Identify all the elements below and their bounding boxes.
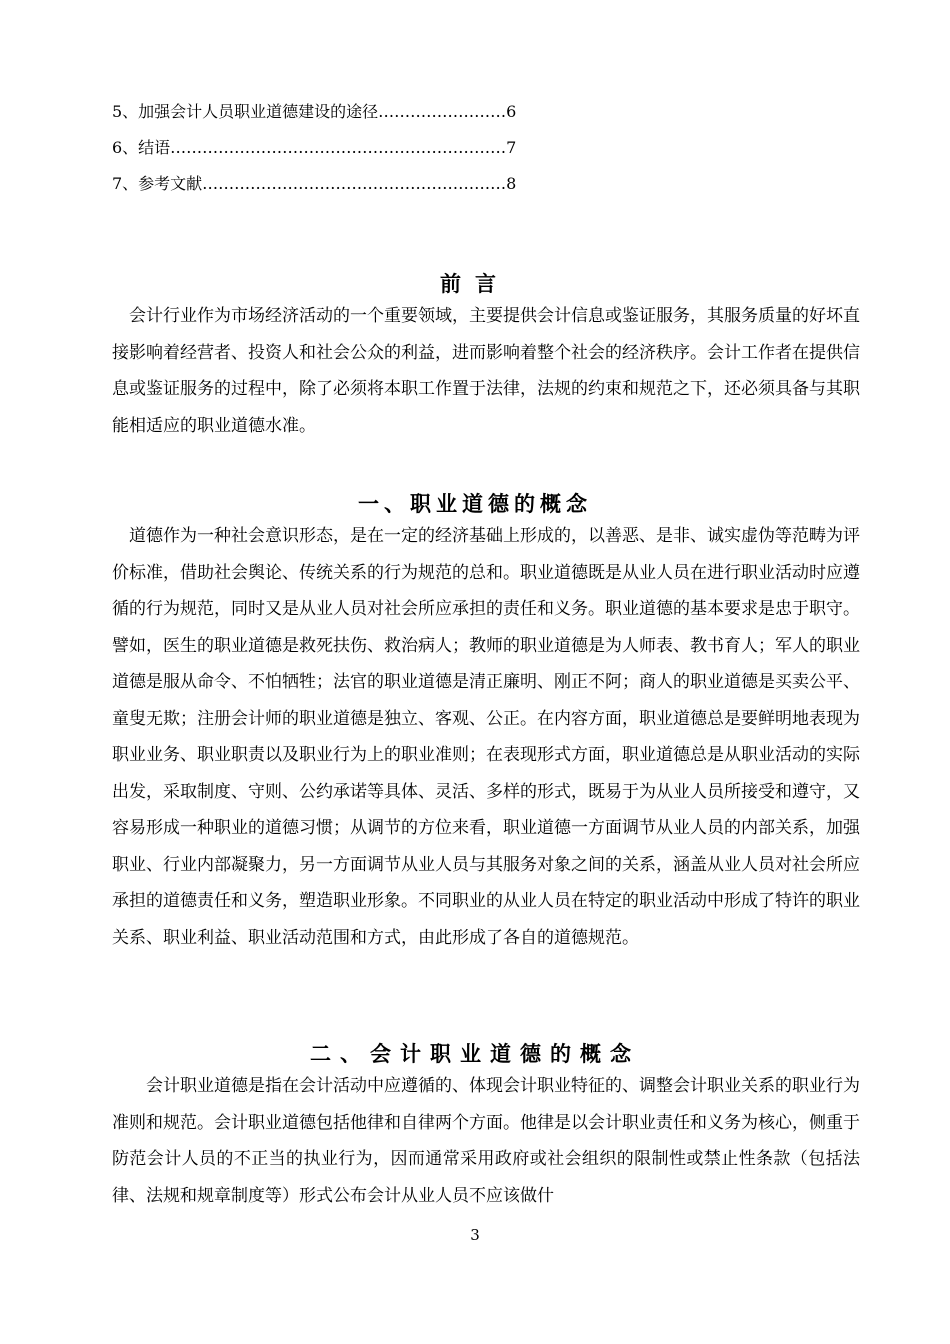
- preface-paragraph: 会计行业作为市场经济活动的一个重要领域，主要提供会计信息或鉴证服务，其服务质量的好坏直接影响着经营者、投资人和社会公众的利益，进而影响着整个社会的经济秩序。会计工作者在提供信息或鉴证服务的过程中，除了必须将本职工作置于法律，法规的约束和规范之下，还必须具备与其职能相适应的职业道德水准。: [112, 306, 860, 436]
- page-number: 3: [470, 1226, 480, 1244]
- section-two-heading: 二、会计职业道德的概念: [310, 1042, 640, 1066]
- toc-item-7: 7、参考文献…………………………………………………8: [112, 174, 517, 193]
- section-one-heading: 一、职业道德的概念: [358, 492, 592, 516]
- preface-heading: 前言: [440, 272, 510, 296]
- toc-item-6: 6、结语………………………………………………………7: [112, 138, 517, 157]
- section-one-paragraph: 道德作为一种社会意识形态，是在一定的经济基础上形成的，以善恶、是非、诚实虚伪等范畴为评价标准，借助社会舆论、传统关系的行为规范的总和。职业道德既是从业人员在进行职业活动时应遵循的行为规范，同时又是从业人员对社会所应承担的责任和义务。职业道德的基本要求是忠于职守。譬如，医生的职业道德是救死扶伤、救治病人；教师的职业道德是为人师表、教书育人；军人的职业道德是服从命令、不怕牺牲；法官的职业道德是清正廉明、刚正不阿；商人的职业道德是买卖公平、童叟无欺；注册会计师的职业道德是独立、客观、公正。在内容方面，职业道德总是要鲜明地表现为职业业务、职业职责以及职业行为上的职业准则；在表现形式方面，职业道德总是从职业活动的实际出发，采取制度、守则、公约承诺等具体、灵活、多样的形式，既易于为从业人员所接受和遵守，又容易形成一种职业的道德习惯；从调节的方位来看，职业道德一方面调节从业人员的内部关系，加强职业、行业内部凝聚力，另一方面调节从业人员与其服务对象之间的关系，涵盖从业人员对社会所应承担的道德责任和义务，塑造职业形象。不同职业的从业人员在特定的职业活动中形成了特许的职业关系、职业利益、职业活动范围和方式，由此形成了各自的道德规范。: [112, 526, 860, 948]
- toc-item-5: 5、加强会计人员职业道德建设的途径……………………6: [112, 102, 517, 121]
- section-two-paragraph: 会计职业道德是指在会计活动中应遵循的、体现会计职业特征的、调整会计职业关系的职业行为准则和规范。会计职业道德包括他律和自律两个方面。他律是以会计职业责任和义务为核心，侧重于防范会计人员的不正当的执业行为，因而通常采用政府或社会组织的限制性或禁止性条款（包括法律、法规和规章制度等）形式公布会计从业人员不应该做什: [112, 1076, 860, 1206]
- table-of-contents: [112, 94, 632, 202]
